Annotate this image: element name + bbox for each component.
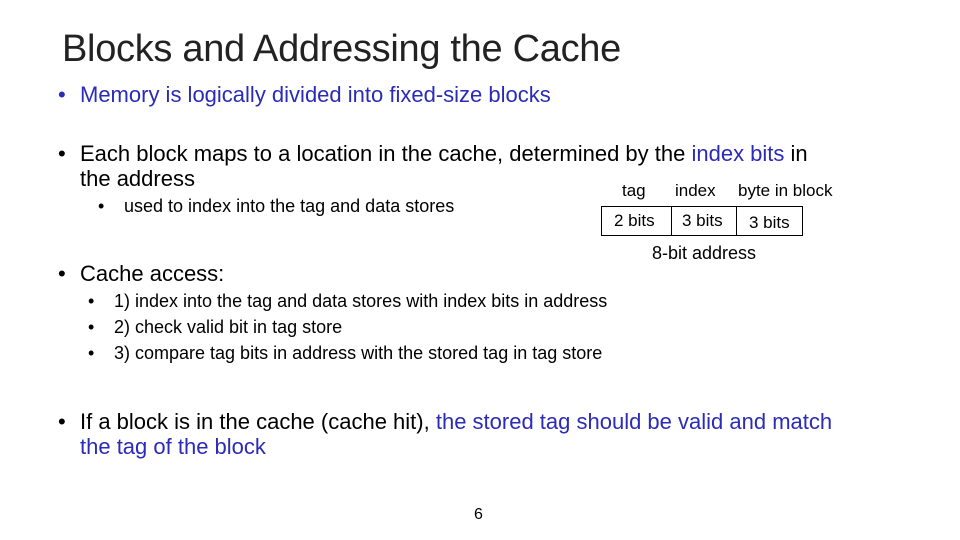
slide-title: Blocks and Addressing the Cache	[62, 28, 621, 70]
bullet-dot: •	[98, 196, 105, 216]
sub-bullet-text: 3) compare tag bits in address with the stored tag in tag store	[114, 343, 603, 363]
bullet-text-post: in	[784, 141, 808, 166]
address-caption: 8-bit address	[652, 243, 757, 263]
index-bits-highlight: index bits	[691, 141, 785, 166]
bullet-text	[80, 409, 832, 435]
address-divider	[671, 207, 672, 235]
address-label-tag: tag	[622, 181, 646, 200]
bullet-block-mapping-line2: the address	[80, 166, 195, 191]
bullet-text: Cache access:	[80, 261, 225, 286]
bullet-dot: •	[88, 291, 95, 311]
bullet-text: Memory is logically divided into fixed-size blocks	[80, 82, 551, 107]
bullet-text	[80, 141, 808, 167]
address-divider	[736, 207, 737, 235]
bullet-dot: •	[58, 82, 66, 107]
bullet-dot: •	[88, 317, 95, 337]
bullet-cache-hit-line2: the tag of the block	[80, 434, 266, 459]
bullet-text-pre: If a block is in the cache (cache hit),	[80, 409, 436, 434]
sub-bullet-text: 2) check valid bit in tag store	[114, 317, 343, 337]
address-label-byte: byte in block	[738, 181, 833, 200]
sub-bullet-text: used to index into the tag and data stores	[124, 196, 455, 216]
address-cell-byte: 3 bits	[749, 213, 790, 232]
bullet-text-pre: Each block maps to a location in the cache, determined by the	[80, 141, 692, 166]
page-number: 6	[474, 506, 483, 523]
address-cell-index: 3 bits	[682, 211, 723, 230]
bullet-dot: •	[58, 261, 66, 286]
bullet-dot: •	[88, 343, 95, 363]
bullet-dot: •	[58, 141, 66, 166]
address-label-index: index	[675, 181, 716, 200]
address-bit-field	[601, 206, 803, 236]
valid-match-highlight: the stored tag should be valid and match	[435, 409, 833, 434]
bullet-dot: •	[58, 409, 66, 434]
sub-bullet-text: 1) index into the tag and data stores with index bits in address	[114, 291, 608, 311]
address-cell-tag: 2 bits	[614, 211, 655, 230]
